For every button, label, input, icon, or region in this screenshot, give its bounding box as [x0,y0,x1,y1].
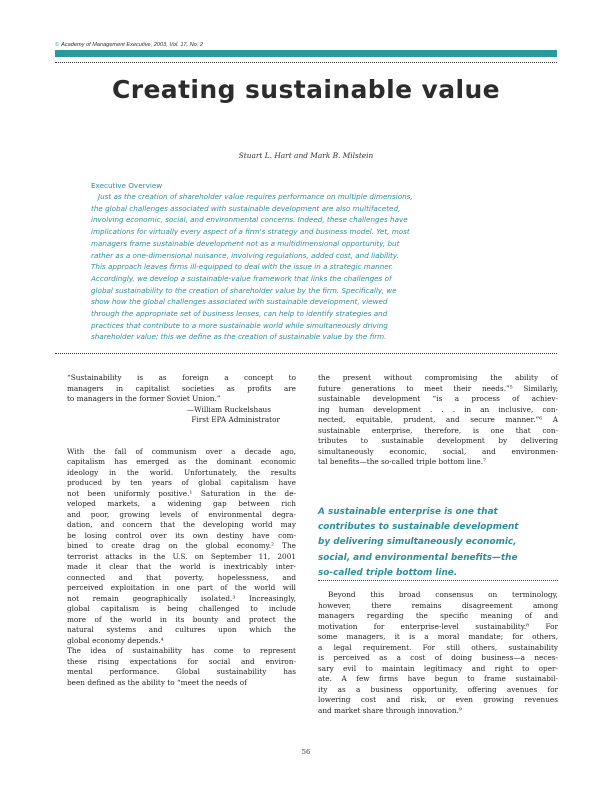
epigraph-attribution-title: First EPA Administrator [191,415,280,424]
body-text-line: terrorist attacks in the U.S. on September 11, 2001 [67,551,296,561]
pull-quote [318,505,558,581]
pull-quote-line: social, and environmental benefits—the [318,552,518,563]
right-column-top [318,373,558,468]
abstract-dotted-divider [55,353,557,354]
body-text-line: been defined as the ability to “meet the needs of [67,677,247,687]
article-authors: Stuart L. Hart and Mark B. Milstein [238,151,374,160]
executive-overview-line: the global challenges associated with sustainable development are also multifaceted, [91,203,401,213]
body-text-line: and market share through innovation.⁹ [318,705,462,715]
body-text-line: be losing control over its own destiny have com- [67,530,296,540]
executive-overview-line: rather as a one-dimensional nuisance, involving regulations, added cost, and liability. [91,250,399,260]
epigraph-line: managers in capitalist societies as profits are [67,383,296,393]
body-text-line: mental performance. Global sustainability has [67,667,296,676]
body-text-line: capitalism has emerged as the dominant economic [67,457,296,466]
executive-overview-line: Just as the creation of shareholder value requires performance on multiple dimensions, [98,192,413,201]
body-text-line: tal benefits—the so-called triple bottom line.⁷ [318,457,486,466]
body-text-line: sustainable enterprise, therefore, is one that con- [318,425,558,435]
body-text-line: natural systems and cultures upon which the [67,625,296,634]
executive-overview-line: Accordingly, we develop a sustainable-value framework that links the challenges of [91,273,392,283]
body-text-line: Beyond this broad consensus on terminology, [328,590,558,599]
body-text-line: dation, and concern that the developing world may [67,520,296,529]
body-text-line: however, there remains disagreement among [318,600,558,610]
header-color-bar [55,50,557,57]
body-text-line: motivation for enterprise-level sustainability.⁸ For [318,621,558,631]
journal-citation [55,42,203,48]
body-text-line: connected and that poverty, hopelessness, and [67,572,296,582]
epigraph-attribution: —William Ruckelshaus [186,404,271,414]
body-text-line: sustainable development “is a process of achiev- [318,394,558,403]
body-text-line: global economy depends.⁴ [67,635,164,645]
executive-overview-line: involving economic, social, and environmental concerns. Indeed, these challenges have [91,215,408,225]
executive-overview-line: shareholder value; this we define as the creation of sustainable value by the firm. [91,332,387,342]
body-text-line: tributes to sustainable development by delivering [318,436,558,445]
header-dotted-divider [55,62,557,63]
body-text-line: not been uniformly positive.¹ Saturation in the de- [67,488,296,498]
body-text-line: more of the world in its bounty and protect the [67,614,296,624]
body-text-line: made it clear that the world is inextricably inter- [67,562,296,571]
copyright-mark: © [55,42,60,48]
article-title: Creating sustainable value [111,75,501,104]
body-text-line: the present without compromising the ability of [318,373,558,382]
body-text-line: ing human development . . . in an inclusive, con- [318,404,558,414]
body-text-line: bined to create drag on the global economy.² The [67,541,296,550]
body-text-line: ity as a business opportunity, offering avenues for [318,684,558,694]
body-text-line: future generations to meet their needs.”⁵ Similarly, [318,383,558,393]
left-body-text [67,447,296,689]
body-text-line: perceived exploitation in one part of the world will [67,583,296,592]
page-number: 56 [301,748,311,756]
body-text-line: With the fall of communism over a decade ago, [67,446,296,456]
body-text-line: is perceived as a cost of doing business—a neces- [318,653,558,662]
body-text-line: managers regarding the specific meaning of and [318,611,558,620]
body-text-line: these rising expectations for social and environ- [67,656,296,666]
journal-citation-text: Academy of Management Executive, 2003, Vol. 17, No. 2 [61,42,204,48]
body-text-line: lowering cost and risk, or even growing revenues [318,695,558,704]
epigraph-line: to managers in the former Soviet Union.” [67,394,221,403]
epigraph-line: “Sustainability is as foreign a concept to [67,373,296,382]
body-text-line: some managers, it is a moral mandate; for others, [318,632,558,641]
body-text-line: a legal requirement. For still others, sustainability [318,642,558,652]
pull-quote-line: A sustainable enterprise is one that [318,507,498,517]
pull-quote-line: so-called triple bottom line. [318,567,458,578]
executive-overview-line: This approach leaves firms ill-equipped to deal with the issue in a strategic manner. [91,262,394,272]
epigraph [67,373,296,405]
body-text-line: produced by ten years of global capitalism have [67,478,296,487]
body-text-line: veloped markets, a widening gap between rich [67,499,296,508]
body-text-line: and poor, growing levels of environmental degra- [67,509,296,519]
body-text-line: The idea of sustainability has come to represent [67,646,296,655]
body-text-line: global capitalism is being challenged to include [67,604,296,613]
pull-quote-line: contributes to sustainable development [318,522,519,533]
pull-quote-divider [318,580,558,581]
body-text-line: sary evil to maintain legitimacy and right to oper- [318,663,558,673]
right-column-bottom [318,590,558,716]
executive-overview-line: through the appropriate set of business lenses, can help to identify strategies and [91,309,388,318]
executive-overview-line: implications for virtually every aspect of a firm's strategy and business model. Yet, most [91,227,410,237]
body-text-line: simultaneously economic, social, and environmen- [318,446,558,456]
body-text-line: nected, equitable, prudent, and secure manner.”⁶ A [318,415,558,424]
left-column [67,373,296,688]
executive-overview-line: practices that contribute to a more sustainable world while simultaneously driving [91,320,388,330]
pull-quote-line: by delivering simultaneously economic, [318,537,517,548]
executive-overview-label: Executive Overview [91,181,163,190]
body-text-line: not remain geographically isolated.³ Increasingly, [67,593,296,603]
body-text-line: ideology in the world. Unfortunately, the results [67,467,296,477]
executive-overview-line: show how the global challenges associated with sustainable development, viewed [91,297,388,307]
body-text-line: ate. A few firms have begun to frame sustainabil- [318,674,558,683]
executive-overview-line: managers frame sustainable development not as a multidimensional opportunity, but [91,238,400,248]
executive-overview-line: global sustainability to the creation of shareholder value by the firm. Specifically, we [91,285,397,295]
